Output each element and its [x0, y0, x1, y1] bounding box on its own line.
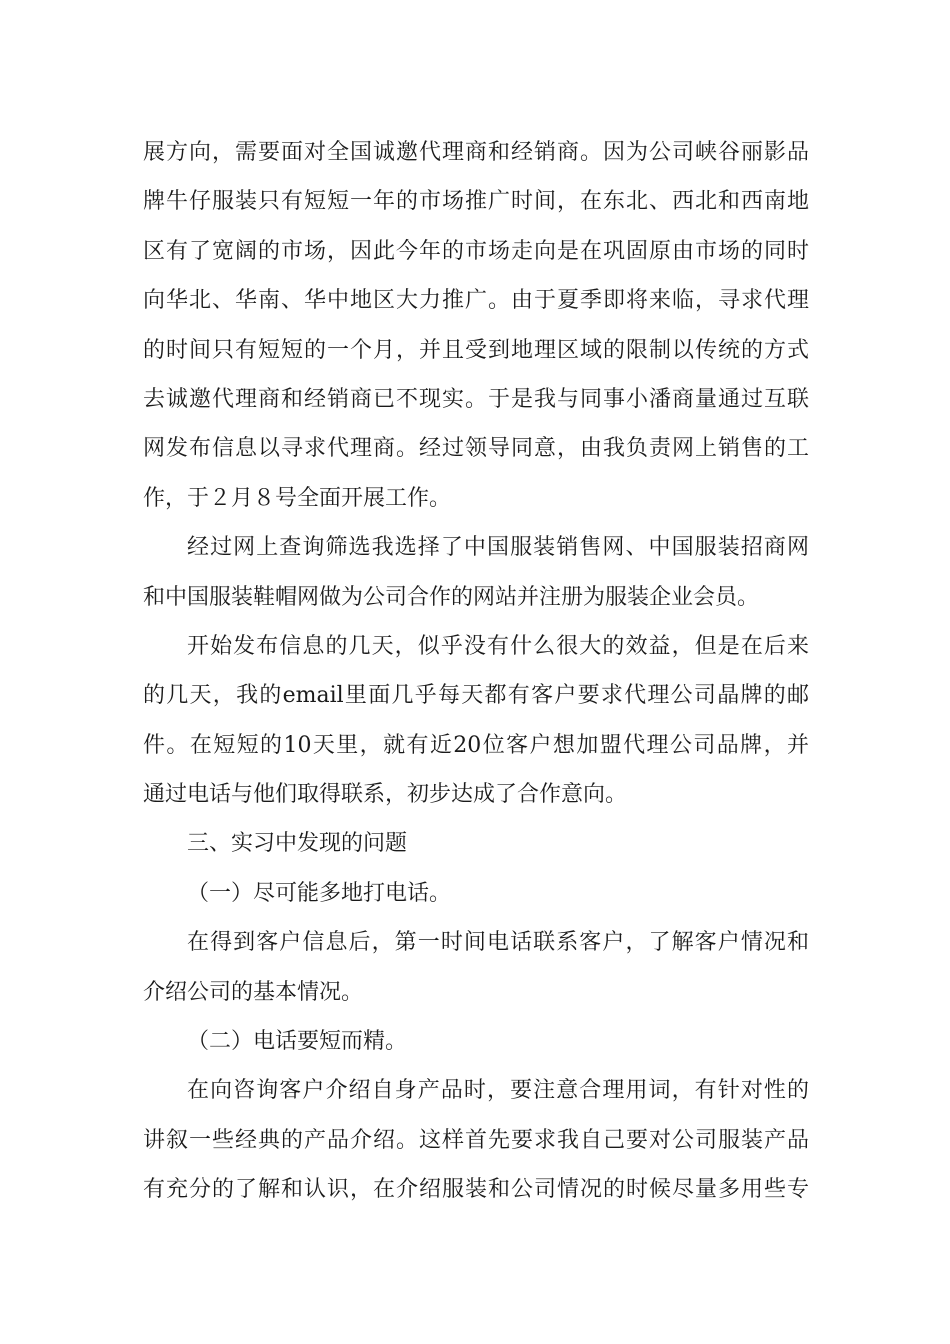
subsection-heading: （二）电话要短而精。	[187, 1029, 408, 1055]
section-heading: 三、实习中发现的问题	[187, 831, 408, 857]
text-line: 作，于２月８号全面开展工作。	[143, 485, 452, 511]
text-line: 件。在短短的10天里，就有近20位客户想加盟代理公司品牌，并	[143, 732, 809, 758]
paragraph-first-line: 经过网上查询筛选我选择了中国服装销售网、中国服装招商网	[187, 535, 809, 561]
text-line: 有充分的了解和认识，在介绍服装和公司情况的时候尽量多用些专	[143, 1177, 809, 1203]
paragraph-first-line: 在向咨询客户介绍自身产品时，要注意合理用词，有针对性的	[187, 1078, 809, 1104]
text-line: 区有了宽阔的市场，因此今年的市场走向是在巩固原由市场的同时	[143, 238, 809, 264]
paragraph-first-line: 在得到客户信息后，第一时间电话联系客户，了解客户情况和	[187, 930, 809, 956]
subsection-heading: （一）尽可能多地打电话。	[187, 880, 452, 906]
text-line: 的时间只有短短的一个月，并且受到地理区域的限制以传统的方式	[143, 337, 809, 363]
document-body	[143, 128, 809, 1215]
text-line: 的几天，我的email里面几乎每天都有客户要求代理公司晶牌的邮	[143, 683, 809, 709]
text-line: 网发布信息以寻求代理商。经过领导同意，由我负责网上销售的工	[143, 436, 809, 462]
paragraph-first-line: 开始发布信息的几天，似乎没有什么很大的效益，但是在后来	[187, 633, 809, 659]
text-line: 去诚邀代理商和经销商已不现实。于是我与同事小潘商量通过互联	[143, 386, 809, 412]
text-line: 通过电话与他们取得联系，初步达成了合作意向。	[143, 782, 628, 808]
text-line: 讲叙一些经典的产品介绍。这样首先要求我自己要对公司服装产品	[143, 1127, 809, 1153]
text-line: 和中国服装鞋帽网做为公司合作的网站并注册为服装企业会员。	[143, 584, 760, 610]
text-line: 展方向，需要面对全国诚邀代理商和经销商。因为公司峡谷丽影品	[143, 140, 809, 165]
text-line: 向华北、华南、华中地区大力推广。由于夏季即将来临，寻求代理	[143, 288, 809, 314]
text-line: 牌牛仔服装只有短短一年的市场推广时间，在东北、西北和西南地	[143, 189, 809, 215]
text-line: 介绍公司的基本情况。	[143, 979, 364, 1005]
